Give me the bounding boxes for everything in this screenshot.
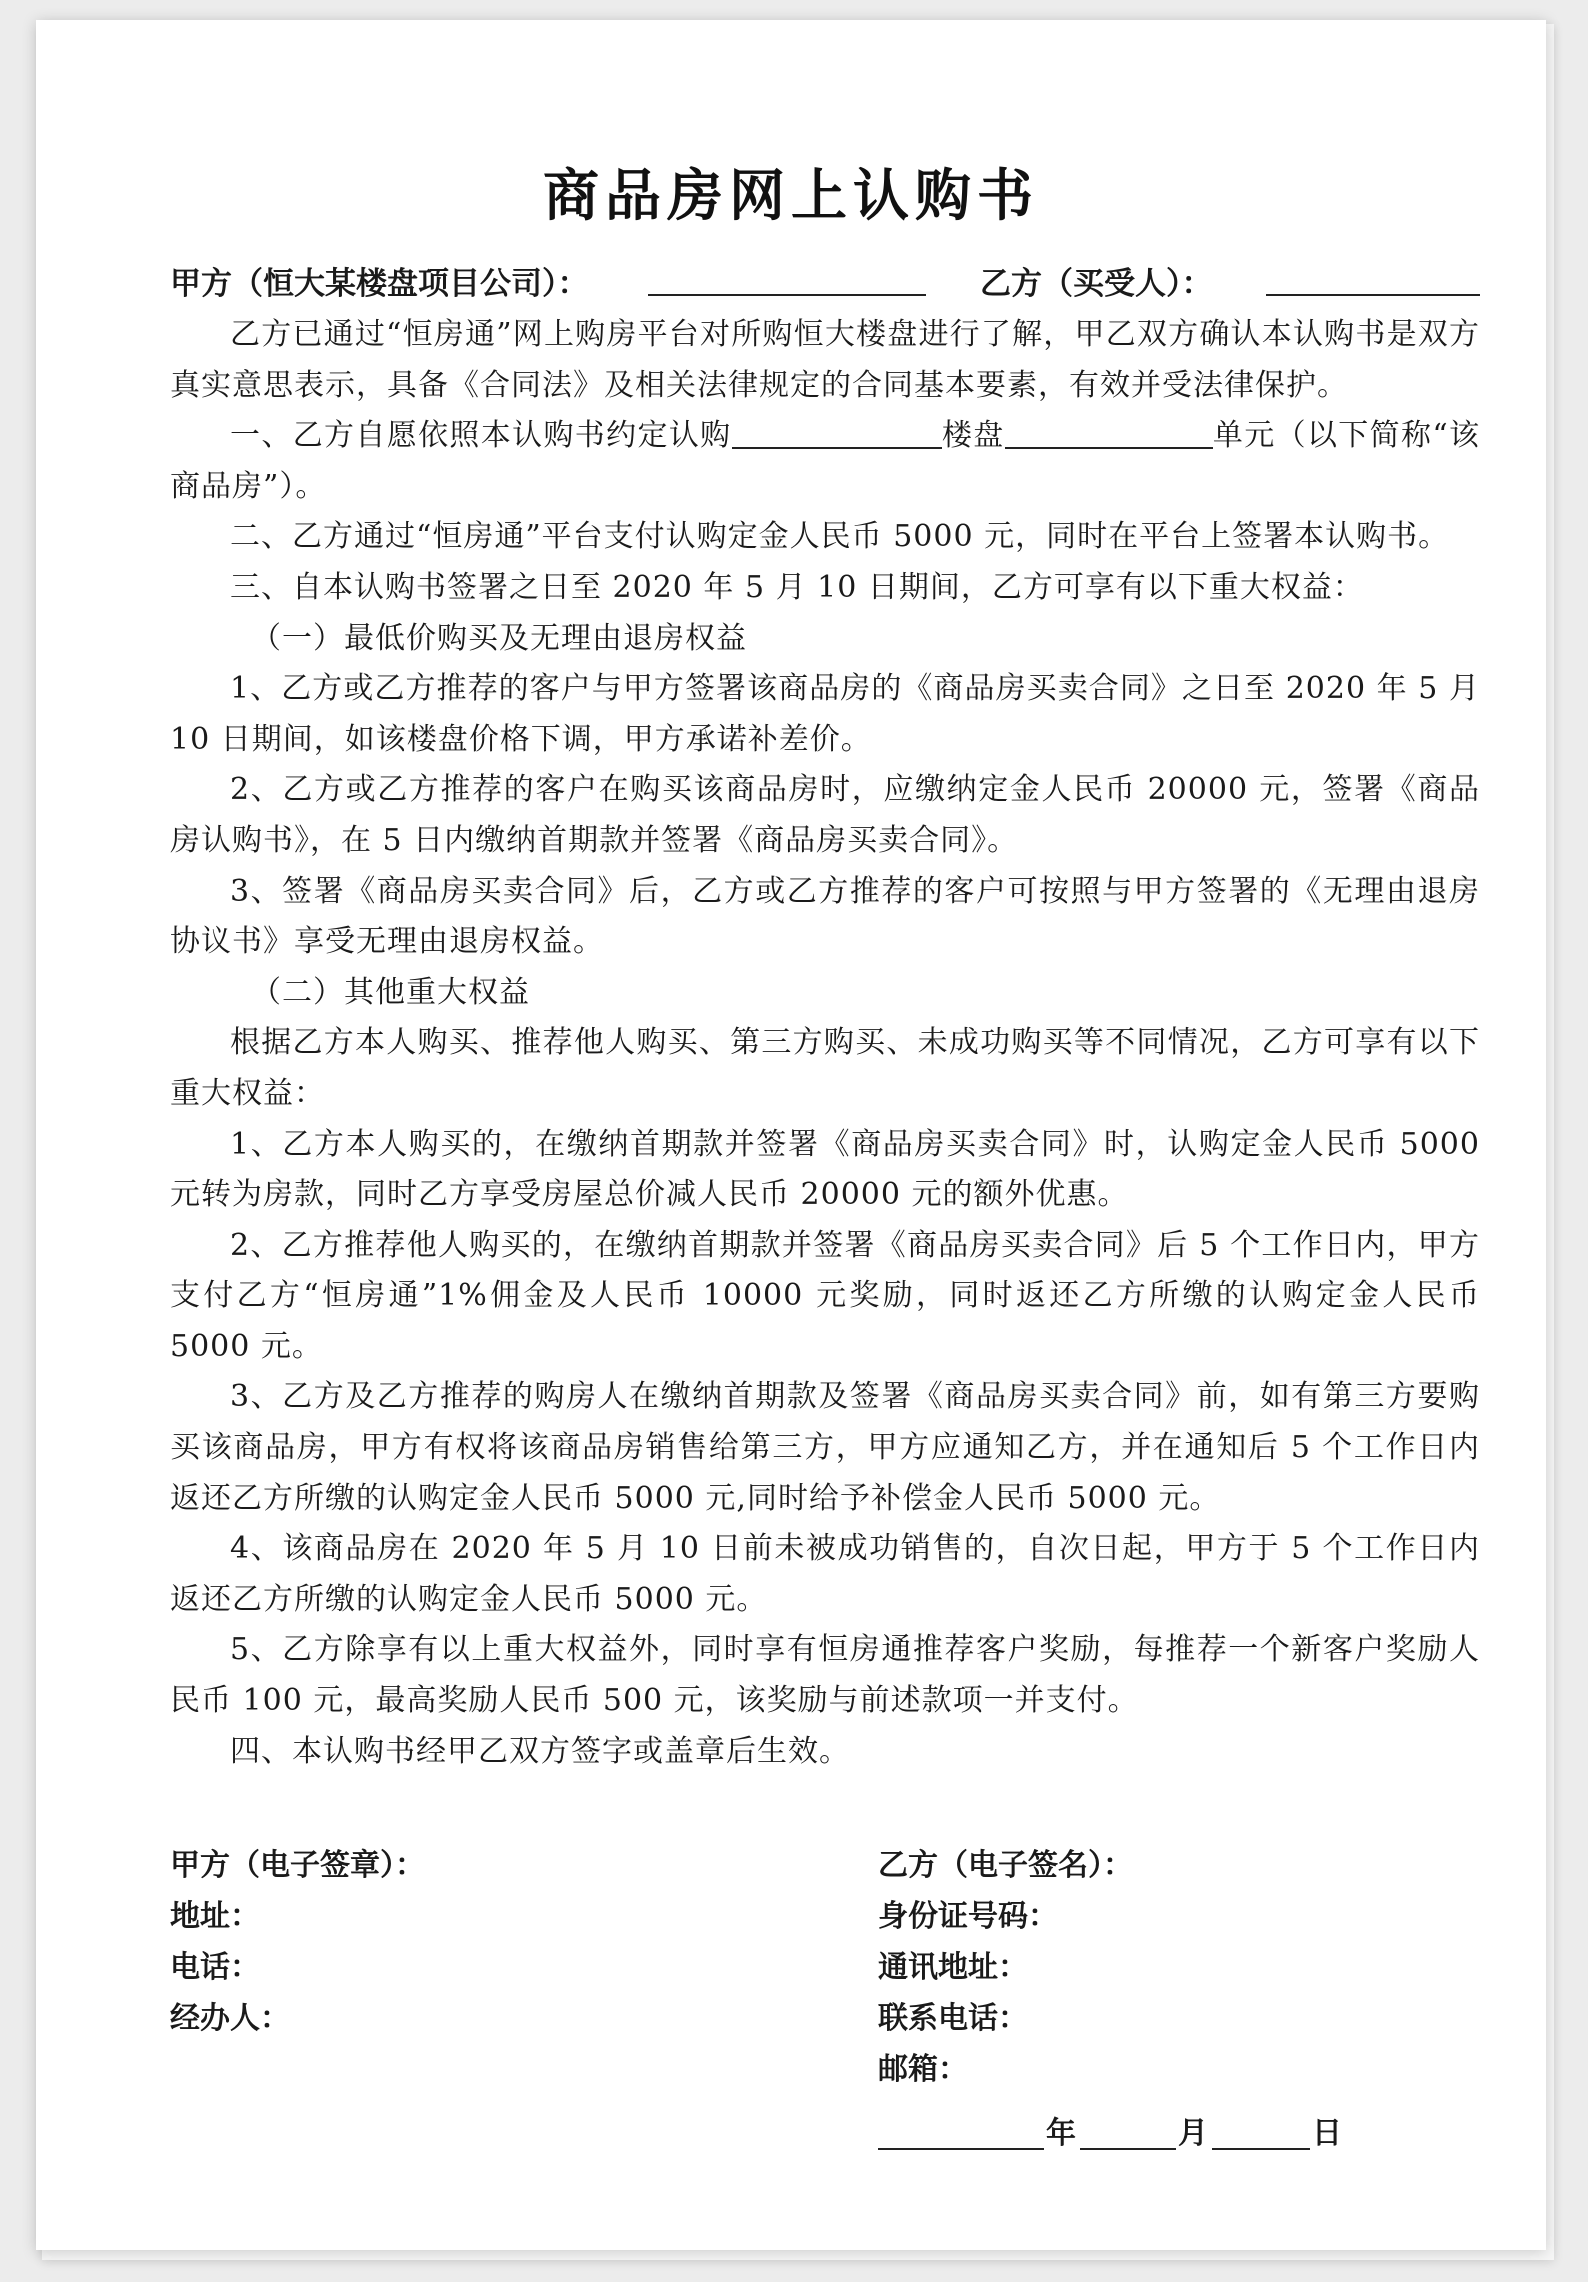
party-b-mail-address-label: 通讯地址： [878,1950,1028,1985]
document-page [36,20,1546,2250]
clause-one [170,411,1480,512]
section-one-item-2: 2、乙方或乙方推荐的客户在购买该商品房时，应缴纳定金人民币 20000 元，签署《商品房认购书》，在 5 日内缴纳首期款并签署《商品房买卖合同》。 [170,772,1480,858]
party-b-blank[interactable] [1266,294,1480,296]
property-blank[interactable] [732,413,942,449]
party-b-id-label: 身份证号码： [878,1899,1058,1934]
section-two-item-5: 5、乙方除享有以上重大权益外，同时享有恒房通推荐客户奖励，每推荐一个新客户奖励人民币 100 元，最高奖励人民币 500 元，该奖励与前述款项一并支付。 [170,1632,1480,1719]
party-b-sign-label: 乙方（电子签名）： [878,1848,1133,1883]
year-label: 年 [1046,2116,1076,2151]
party-a-blank[interactable] [648,294,926,296]
month-label: 月 [1178,2116,1208,2151]
month-blank[interactable] [1080,2148,1176,2150]
unit-blank[interactable] [1005,413,1213,449]
party-b-email-label: 邮箱： [878,2052,968,2087]
clause-one-before: 一、乙方自愿依照本认购书约定认购 [230,418,732,454]
party-a-phone-label: 电话： [170,1950,260,1985]
signing-date [878,2108,1358,2158]
party-b-contact-phone-label: 联系电话： [878,2001,1028,2036]
party-a-signature-block [170,1840,425,2044]
day-blank[interactable] [1212,2148,1310,2150]
party-a-seal-label: 甲方（电子签章）： [170,1848,425,1883]
party-b-label: 乙方（买受人）： [980,266,1213,302]
year-blank[interactable] [878,2148,1044,2150]
section-one-heading: （一）最低价购买及无理由退房权益 [251,620,747,656]
section-two-item-2: 2、乙方推荐他人购买的，在缴纳首期款并签署《商品房买卖合同》后 5 个工作日内，甲方支付乙方“恒房通”1%佣金及人民币 10000 元奖励，同时返还乙方所缴的认购定金人民币 5000 元。 [170,1227,1480,1364]
clause-four: 四、本认购书经甲乙双方签字或盖章后生效。 [230,1733,850,1769]
party-a-address-label: 地址： [170,1899,260,1934]
clause-one-after: 单元（以下简称“该商品房”）。 [170,418,1481,504]
section-two-intro: 根据乙方本人购买、推荐他人购买、第三方购买、未成功购买等不同情况，乙方可享有以下重大权益： [170,1025,1480,1111]
clause-three: 三、自本认购书签署之日至 2020 年 5 月 10 日期间，乙方可享有以下重大权益： [230,569,1364,605]
clause-one-middle: 楼盘 [941,418,1005,454]
document-body [170,310,1480,1777]
document-title: 商品房网上认购书 [543,164,1039,229]
party-a-handler-label: 经办人： [170,2001,290,2036]
parties-line [170,258,1480,310]
section-two-heading: （二）其他重大权益 [251,974,530,1010]
party-a-label: 甲方（恒大某楼盘项目公司）： [170,266,589,302]
preamble: 乙方已通过“恒房通”网上购房平台对所购恒大楼盘进行了解，甲乙双方确认本认购书是双方真实意思表示，具备《合同法》及相关法律规定的合同基本要素，有效并受法律保护。 [170,317,1480,403]
section-two-item-3: 3、乙方及乙方推荐的购房人在缴纳首期款及签署《商品房买卖合同》前，如有第三方要购买该商品房，甲方有权将该商品房销售给第三方，甲方应通知乙方，并在通知后 5 个工作日内返还乙方所缴的认购定金人民币 5000 元,同时给予补偿金人民币 5000 元。 [170,1379,1480,1516]
section-one-item-1: 1、乙方或乙方推荐的客户与甲方签署该商品房的《商品房买卖合同》之日至 2020 年 5 月 10 日期间，如该楼盘价格下调，甲方承诺补差价。 [170,671,1480,757]
section-two-item-1: 1、乙方本人购买的，在缴纳首期款并签署《商品房买卖合同》时，认购定金人民币 5000 元转为房款，同时乙方享受房屋总价减人民币 20000 元的额外优惠。 [170,1126,1480,1213]
day-label: 日 [1312,2116,1342,2151]
clause-two: 二、乙方通过“恒房通”平台支付认购定金人民币 5000 元，同时在平台上签署本认购书。 [230,519,1450,555]
party-b-signature-block [878,1840,1133,2095]
section-two-item-4: 4、该商品房在 2020 年 5 月 10 日前未被成功销售的，自次日起，甲方于 5 个工作日内返还乙方所缴的认购定金人民币 5000 元。 [170,1531,1480,1617]
section-one-item-3: 3、签署《商品房买卖合同》后，乙方或乙方推荐的客户可按照与甲方签署的《无理由退房协议书》享受无理由退房权益。 [170,873,1480,960]
